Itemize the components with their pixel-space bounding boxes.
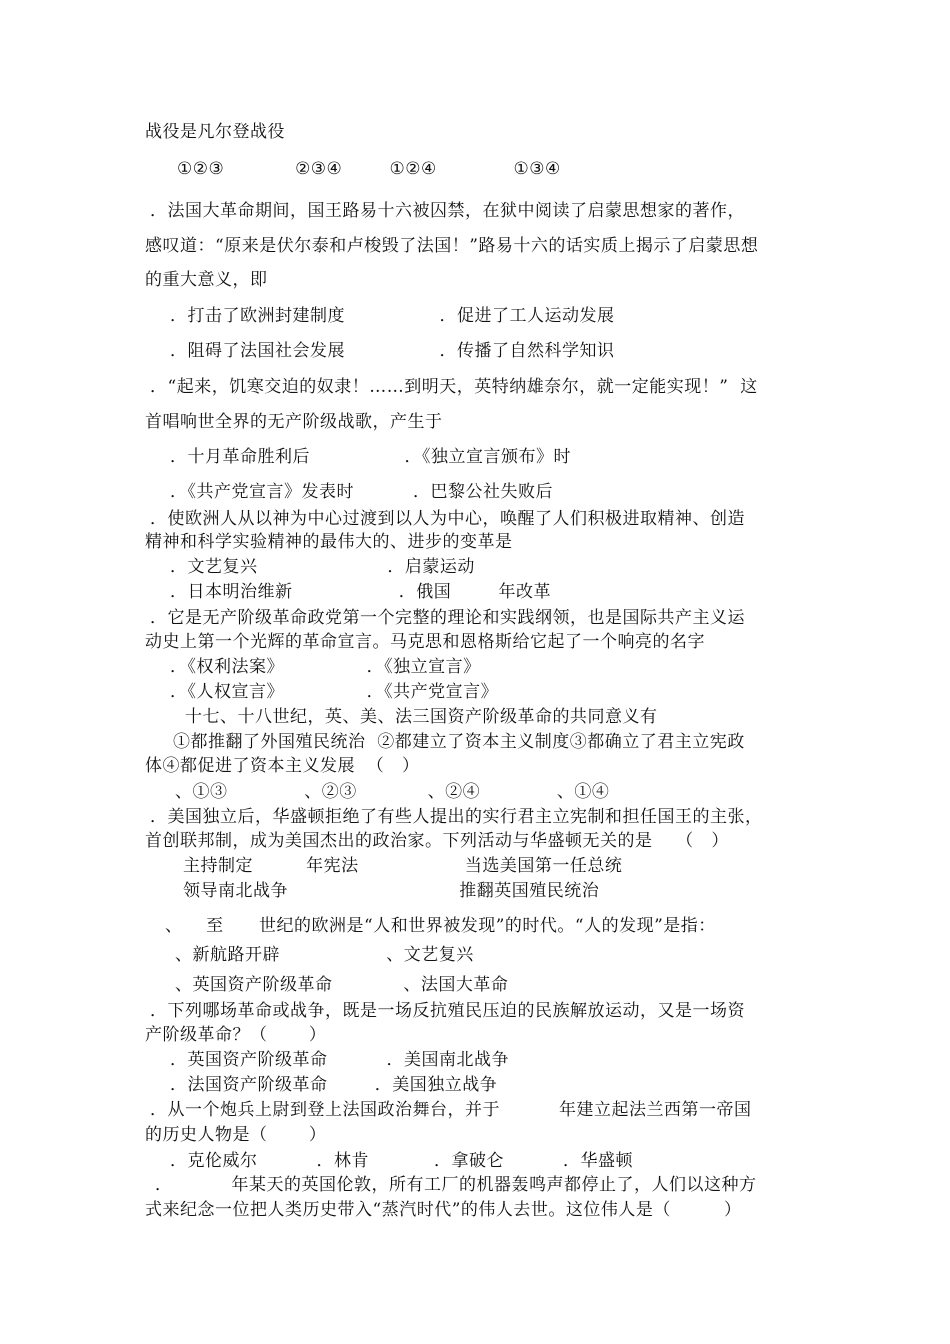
text-line: ．阻碍了法国社会发展 ．传播了自然科学知识 [170, 341, 615, 361]
text-line: ．《共产党宣言》发表时 ．巴黎公社失败后 [170, 482, 554, 502]
text-line: ．法国资产阶级革命 ．美国独立战争 [170, 1075, 498, 1095]
text-line: 、英国资产阶级革命 、法国大革命 [175, 975, 509, 995]
text-line: ． 年某天的英国伦敦，所有工厂的机器轰鸣声都停止了，人们以这种方 [155, 1175, 757, 1195]
text-line: ．“起来，饥寒交迫的奴隶！……到明天，英特纳雄奈尔，就一定能实现！” 这 [150, 377, 758, 397]
text-line: ．十月革命胜利后 ．《独立宣言颁布》时 [170, 447, 571, 467]
text-line: ①都推翻了外国殖民统治 ②都建立了资本主义制度③都确立了君主立宪政 [173, 732, 745, 752]
text-line: ①②③ ②③④ ①②④ ①③④ [177, 159, 561, 179]
text-line: 、 至 世纪的欧洲是“人和世界被发现”的时代。“人的发现”是指： [165, 916, 716, 936]
text-line: 领导南北战争 推翻英国殖民统治 [183, 881, 600, 901]
text-line: 动史上第一个光辉的革命宣言。马克思和恩格斯给它起了一个响亮的名字 [145, 632, 705, 652]
text-line: ．它是无产阶级革命政党第一个完整的理论和实践纲领，也是国际共产主义运 [150, 608, 745, 628]
text-line: 的历史人物是（ ） [145, 1125, 327, 1145]
text-line: 、新航路开辟 、文艺复兴 [175, 945, 474, 965]
text-line: ．打击了欧洲封建制度 ．促进了工人运动发展 [170, 306, 615, 326]
text-line: 的重大意义，即 [145, 270, 268, 290]
text-line: 首创联邦制，成为美国杰出的政治家。下列活动与华盛顿无关的是 （ ） [145, 831, 729, 851]
text-line: ．《人权宣言》 ．《共产党宣言》 [170, 682, 499, 702]
text-line: ．下列哪场革命或战争，既是一场反抗殖民压迫的民族解放运动，又是一场资 [150, 1001, 745, 1021]
text-line: 感叹道：“原来是伏尔泰和卢梭毁了法国！”路易十六的话实质上揭示了启蒙思想 [145, 236, 759, 256]
text-line: ．法国大革命期间，国王路易十六被囚禁，在狱中阅读了启蒙思想家的著作， [150, 201, 745, 221]
text-line: ．《权利法案》 ．《独立宣言》 [170, 657, 481, 677]
text-line: ．使欧洲人从以神为中心过渡到以人为中心，唤醒了人们积极进取精神、创造 [150, 509, 745, 529]
text-line: 、①③ 、②③ 、②④ 、①④ [175, 782, 610, 802]
text-line: ．英国资产阶级革命 ．美国南北战争 [170, 1050, 510, 1070]
text-line: 战役是凡尔登战役 [145, 122, 285, 142]
text-line: 十七、十八世纪，英、美、法三国资产阶级革命的共同意义有 [185, 707, 658, 727]
text-line: ．从一个炮兵上尉到登上法国政治舞台，并于 年建立起法兰西第一帝国 [150, 1100, 752, 1120]
text-line: ．文艺复兴 ．启蒙运动 [170, 557, 475, 577]
text-line: 式来纪念一位把人类历史带入“蒸汽时代”的伟人去世。这位伟人是（ ） [145, 1200, 742, 1220]
text-line: 首唱响世全界的无产阶级战歌，产生于 [145, 412, 443, 432]
text-line: 精神和科学实验精神的最伟大的、进步的变革是 [145, 532, 513, 552]
text-line: 产阶级革命？（ ） [145, 1025, 327, 1045]
text-line: 体④都促进了资本主义发展 （ ） [145, 756, 420, 776]
text-line: ．日本明治维新 ．俄国 年改革 [170, 582, 551, 602]
text-line: ．美国独立后，华盛顿拒绝了有些人提出的实行君主立宪制和担任国王的主张， [150, 807, 763, 827]
text-line: ．克伦威尔 ．林肯 ．拿破仑 ．华盛顿 [170, 1151, 634, 1171]
text-line: 主持制定 年宪法 当选美国第一任总统 [183, 856, 623, 876]
